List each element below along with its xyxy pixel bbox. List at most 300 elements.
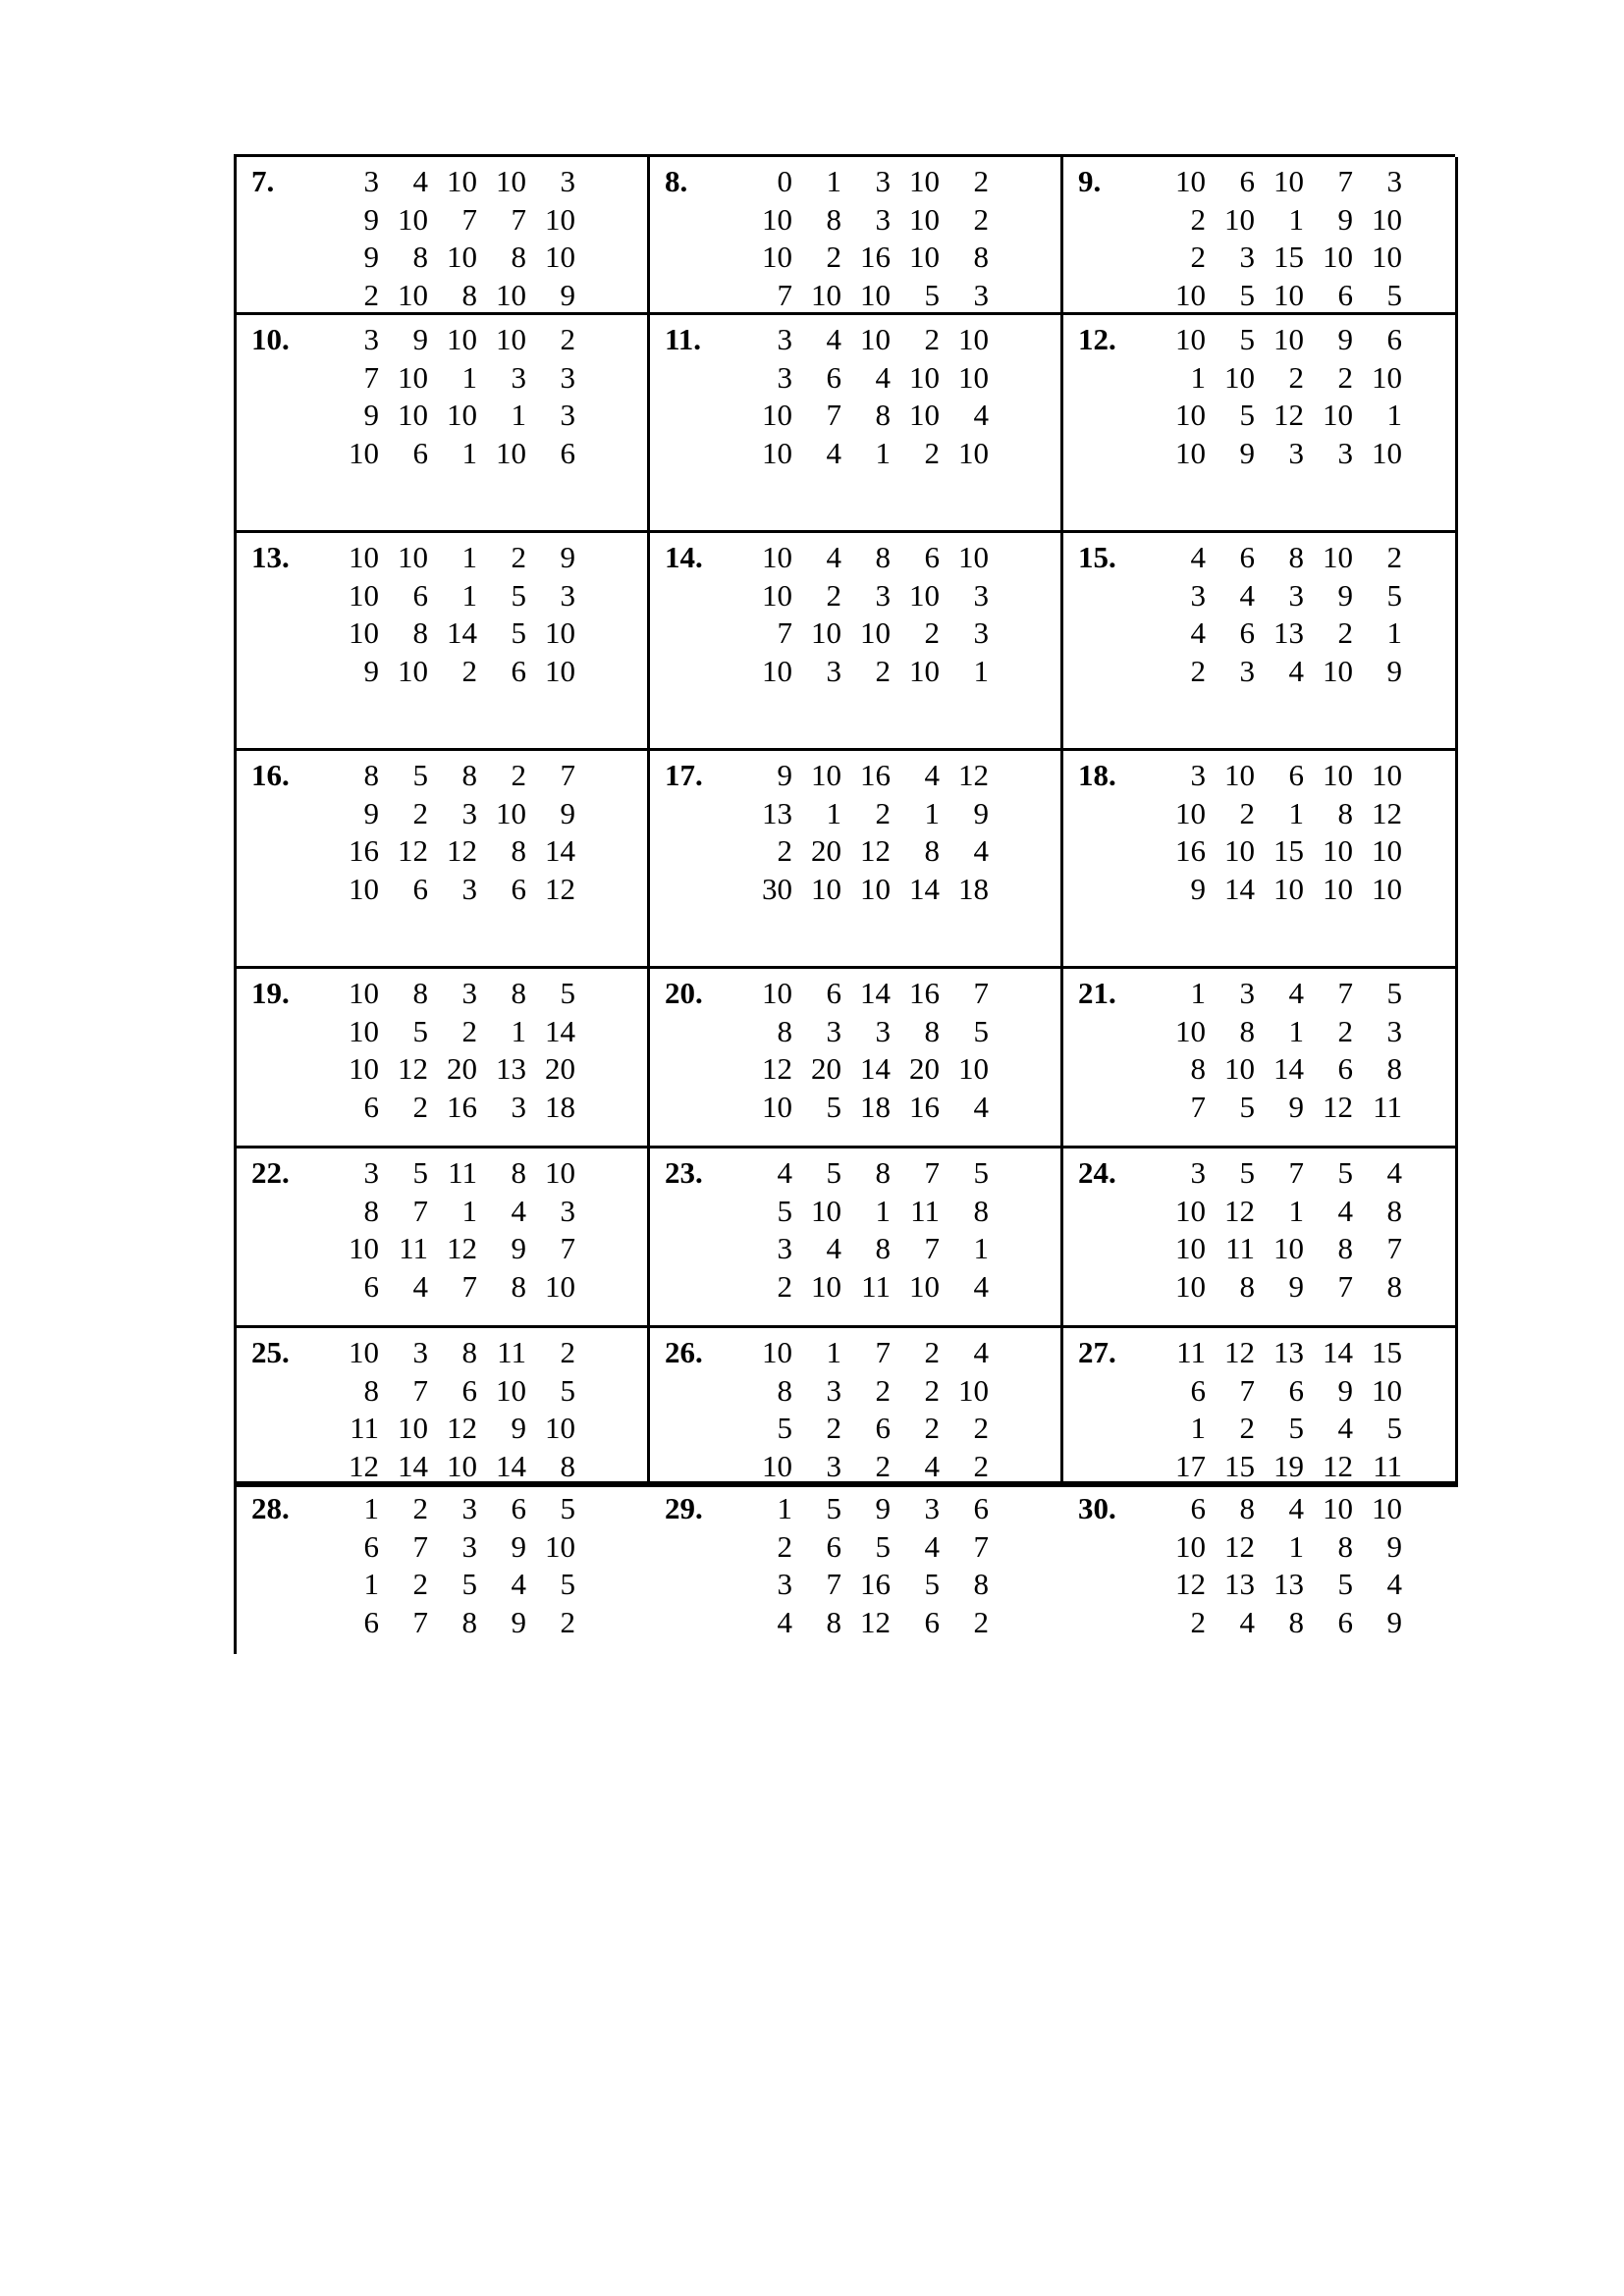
matrix-entry: 8 [973, 1193, 989, 1228]
matrix-entry: 10 [447, 398, 477, 432]
matrix-row [330, 1154, 575, 1193]
matrix-row [1157, 239, 1402, 277]
matrix-row [743, 321, 989, 359]
matrix-row [743, 1490, 989, 1528]
matrix-row [330, 614, 575, 653]
matrix-entry: 1 [973, 1231, 989, 1265]
matrix-row [1157, 653, 1402, 691]
matrix-entry: 5 [973, 1155, 989, 1190]
matrix-entry: 11 [497, 1335, 526, 1369]
matrix-entry: 3 [560, 398, 575, 432]
matrix-entry: 5 [777, 1411, 792, 1445]
matrix-row [743, 614, 989, 653]
matrix-entry: 2 [875, 1372, 891, 1408]
matrix-entry: 8 [1288, 540, 1304, 574]
matrix-entry: 8 [461, 1335, 477, 1369]
matrix-entry: 10 [1273, 322, 1304, 356]
matrix-entry: 12 [1323, 1448, 1353, 1483]
matrix-row [743, 539, 989, 577]
matrix-entry: 10 [1175, 164, 1206, 198]
matrix-entry: 15 [1273, 240, 1304, 274]
matrix-entry: 6 [924, 540, 940, 574]
matrix-entry: 10 [811, 1268, 841, 1304]
matrix [743, 975, 989, 1126]
matrix-entry: 10 [1372, 1491, 1402, 1525]
matrix-entry: 2 [1239, 795, 1255, 830]
matrix-entry: 3 [511, 1089, 526, 1124]
matrix-entry: 9 [1337, 577, 1353, 613]
matrix-entry: 1 [1190, 359, 1206, 395]
matrix-entry: 9 [363, 398, 379, 432]
matrix-entry: 8 [363, 1193, 379, 1228]
matrix-entry: 2 [973, 201, 989, 237]
matrix-entry: 11 [399, 1231, 428, 1265]
matrix-row [1157, 577, 1402, 615]
matrix-entry: 7 [412, 1528, 428, 1564]
matrix-entry: 8 [412, 615, 428, 650]
matrix-entry: 4 [412, 1268, 428, 1304]
matrix-row [330, 163, 575, 201]
matrix-entry: 2 [461, 1013, 477, 1048]
matrix [330, 1154, 575, 1306]
matrix-entry: 5 [511, 615, 526, 650]
matrix-entry: 9 [511, 1411, 526, 1445]
matrix-entry: 7 [1337, 164, 1353, 198]
matrix-entry: 3 [461, 1528, 477, 1564]
matrix-entry: 11 [1225, 1231, 1255, 1265]
matrix [743, 1154, 989, 1306]
matrix-entry: 10 [545, 615, 575, 650]
matrix-entry: 4 [1190, 540, 1206, 574]
problem-cell [1063, 315, 1458, 533]
matrix-entry: 2 [1337, 1013, 1353, 1048]
matrix-entry: 3 [511, 359, 526, 395]
matrix-entry: 10 [398, 540, 428, 574]
matrix-entry: 2 [924, 1335, 940, 1369]
matrix-entry: 10 [909, 398, 940, 432]
matrix-entry: 13 [1273, 615, 1304, 650]
matrix [1157, 321, 1402, 472]
matrix-entry: 8 [973, 1567, 989, 1601]
matrix-entry: 10 [1323, 871, 1353, 906]
matrix-row [743, 1268, 989, 1307]
matrix-entry: 18 [958, 871, 989, 906]
matrix-entry: 9 [1386, 1528, 1402, 1564]
matrix-entry: 10 [447, 240, 477, 274]
matrix-row [743, 1448, 989, 1486]
matrix-entry: 9 [363, 240, 379, 274]
matrix-entry: 10 [1175, 795, 1206, 830]
matrix-entry: 5 [1239, 277, 1255, 312]
matrix-entry: 10 [860, 871, 891, 906]
matrix [743, 539, 989, 690]
matrix-entry: 6 [1288, 758, 1304, 792]
matrix-entry: 14 [1224, 871, 1255, 906]
matrix-entry: 7 [1337, 976, 1353, 1010]
matrix-entry: 3 [461, 871, 477, 906]
matrix-entry: 10 [545, 1528, 575, 1564]
matrix-entry: 1 [1288, 1193, 1304, 1228]
matrix-entry: 10 [958, 540, 989, 574]
matrix-entry: 9 [363, 201, 379, 237]
matrix-row [743, 1193, 989, 1231]
matrix-entry: 8 [461, 277, 477, 312]
matrix-entry: 7 [973, 1528, 989, 1564]
matrix-entry: 2 [777, 833, 792, 868]
matrix [330, 975, 575, 1126]
matrix-entry: 5 [1386, 577, 1402, 613]
matrix [330, 1334, 575, 1485]
matrix-entry: 8 [1190, 1051, 1206, 1086]
matrix-row [1157, 1448, 1402, 1486]
matrix-entry: 15 [1273, 833, 1304, 868]
matrix-entry: 1 [973, 653, 989, 688]
matrix-entry: 11 [1373, 1089, 1402, 1124]
matrix-entry: 6 [1190, 1372, 1206, 1408]
matrix-entry: 3 [1190, 577, 1206, 613]
matrix-entry: 2 [924, 1372, 940, 1408]
matrix-entry: 12 [447, 833, 477, 868]
matrix-entry: 4 [1239, 1604, 1255, 1639]
matrix [743, 1334, 989, 1485]
matrix-entry: 10 [762, 1335, 792, 1369]
matrix-entry: 8 [1386, 1268, 1402, 1304]
matrix-entry: 8 [973, 240, 989, 274]
matrix-row [743, 1013, 989, 1051]
matrix-entry: 8 [1337, 795, 1353, 830]
matrix-entry: 14 [1273, 1051, 1304, 1086]
matrix-entry: 6 [363, 1268, 379, 1304]
matrix-entry: 3 [777, 1231, 792, 1265]
matrix-row [743, 757, 989, 795]
matrix-entry: 14 [398, 1448, 428, 1483]
matrix-entry: 6 [826, 359, 841, 395]
matrix-row [743, 1604, 989, 1642]
matrix-entry: 10 [762, 398, 792, 432]
matrix-entry: 10 [909, 653, 940, 688]
problem-number: 17. [665, 758, 703, 792]
matrix-row [743, 1154, 989, 1193]
matrix-entry: 3 [875, 577, 891, 613]
matrix-entry: 4 [826, 540, 841, 574]
matrix-entry: 9 [560, 795, 575, 830]
matrix-entry: 4 [924, 1448, 940, 1483]
matrix-row [1157, 201, 1402, 240]
matrix-entry: 9 [1288, 1268, 1304, 1304]
matrix-entry: 3 [461, 976, 477, 1010]
matrix [1157, 757, 1402, 908]
matrix-entry: 6 [1337, 1051, 1353, 1086]
matrix-entry: 10 [349, 577, 379, 613]
matrix-entry: 10 [909, 201, 940, 237]
matrix-entry: 10 [1372, 435, 1402, 470]
matrix-entry: 9 [1337, 201, 1353, 237]
matrix-entry: 8 [1337, 1528, 1353, 1564]
matrix-entry: 12 [860, 1604, 891, 1639]
matrix-entry: 3 [777, 1567, 792, 1601]
matrix-entry: 7 [1190, 1089, 1206, 1124]
matrix-entry: 13 [1224, 1567, 1255, 1601]
matrix-entry: 8 [924, 833, 940, 868]
matrix-entry: 1 [1190, 1411, 1206, 1445]
matrix-entry: 12 [860, 833, 891, 868]
matrix [330, 539, 575, 690]
problem-number: 25. [251, 1335, 290, 1369]
matrix-entry: 8 [875, 540, 891, 574]
matrix-entry: 30 [762, 871, 792, 906]
matrix-entry: 10 [762, 653, 792, 688]
matrix-entry: 10 [496, 1372, 526, 1408]
matrix-entry: 7 [412, 1193, 428, 1228]
matrix-entry: 10 [545, 1268, 575, 1304]
matrix-entry: 10 [1273, 164, 1304, 198]
problem-number: 22. [251, 1155, 290, 1190]
matrix-entry: 4 [1337, 1411, 1353, 1445]
matrix-row [743, 1230, 989, 1268]
matrix-row [743, 832, 989, 871]
matrix-entry: 10 [1372, 833, 1402, 868]
matrix-row [330, 832, 575, 871]
matrix-row [743, 239, 989, 277]
matrix-entry: 7 [924, 1155, 940, 1190]
matrix-entry: 7 [1239, 1372, 1255, 1408]
problem-cell [237, 751, 650, 969]
matrix-row [743, 577, 989, 615]
matrix-entry: 8 [1239, 1013, 1255, 1048]
matrix-entry: 10 [349, 1231, 379, 1265]
matrix-entry: 2 [826, 1411, 841, 1445]
problem-number: 10. [251, 322, 290, 356]
matrix-row [1157, 539, 1402, 577]
matrix-entry: 9 [1239, 435, 1255, 470]
matrix-entry: 12 [1224, 1335, 1255, 1369]
problem-cell [650, 751, 1063, 969]
problem-number: 9. [1078, 164, 1102, 198]
matrix-row [743, 1410, 989, 1448]
matrix-row [1157, 1154, 1402, 1193]
matrix-row [330, 1528, 575, 1567]
matrix-entry: 8 [1337, 1231, 1353, 1265]
matrix-entry: 3 [412, 1335, 428, 1369]
matrix-entry: 2 [1337, 359, 1353, 395]
matrix-entry: 10 [349, 615, 379, 650]
matrix-row [330, 1230, 575, 1268]
matrix [743, 757, 989, 908]
matrix-row [1157, 871, 1402, 909]
matrix-entry: 1 [826, 795, 841, 830]
problem-number: 24. [1078, 1155, 1116, 1190]
matrix-entry: 5 [1239, 322, 1255, 356]
matrix-entry: 6 [511, 653, 526, 688]
matrix-entry: 3 [1239, 653, 1255, 688]
matrix-entry: 1 [875, 435, 891, 470]
matrix-entry: 10 [1175, 1013, 1206, 1048]
matrix-entry: 10 [909, 359, 940, 395]
matrix-row [330, 653, 575, 691]
matrix-entry: 11 [910, 1193, 940, 1228]
matrix-entry: 5 [1239, 1089, 1255, 1124]
matrix-entry: 10 [447, 164, 477, 198]
matrix-entry: 2 [777, 1268, 792, 1304]
matrix-row [1157, 1089, 1402, 1127]
matrix-row [1157, 1334, 1402, 1372]
matrix-row [1157, 1528, 1402, 1567]
matrix-entry: 10 [1224, 201, 1255, 237]
matrix-entry: 10 [1273, 871, 1304, 906]
matrix-entry: 7 [826, 1567, 841, 1601]
matrix-entry: 4 [973, 1268, 989, 1304]
matrix-entry: 11 [1176, 1335, 1206, 1369]
matrix-row [330, 871, 575, 909]
matrix-entry: 1 [1288, 1013, 1304, 1048]
matrix-entry: 17 [1175, 1448, 1206, 1483]
matrix-row [1157, 795, 1402, 833]
matrix-entry: 10 [958, 322, 989, 356]
matrix-entry: 10 [1372, 758, 1402, 792]
matrix-entry: 3 [973, 577, 989, 613]
matrix-entry: 2 [1190, 240, 1206, 274]
matrix-entry: 10 [398, 1411, 428, 1445]
matrix-entry: 20 [545, 1051, 575, 1086]
matrix-entry: 3 [826, 1013, 841, 1048]
matrix-entry: 6 [511, 871, 526, 906]
matrix-entry: 14 [860, 1051, 891, 1086]
matrix-entry: 4 [1386, 1155, 1402, 1190]
matrix-entry: 19 [1273, 1448, 1304, 1483]
matrix-entry: 8 [1386, 1051, 1402, 1086]
matrix-entry: 14 [545, 833, 575, 868]
matrix-row [1157, 397, 1402, 435]
matrix-entry: 10 [909, 577, 940, 613]
matrix-entry: 4 [924, 758, 940, 792]
matrix-entry: 10 [496, 164, 526, 198]
matrix-entry: 10 [1372, 240, 1402, 274]
matrix-row [1157, 1604, 1402, 1642]
matrix-row [330, 539, 575, 577]
matrix [1157, 163, 1402, 314]
matrix-entry: 5 [560, 976, 575, 1010]
matrix-entry: 3 [826, 1372, 841, 1408]
matrix-entry: 5 [1288, 1411, 1304, 1445]
matrix-entry: 12 [1372, 795, 1402, 830]
matrix-entry: 2 [1190, 201, 1206, 237]
matrix-row [330, 435, 575, 473]
matrix-entry: 2 [461, 653, 477, 688]
matrix-row [1157, 1268, 1402, 1307]
matrix-entry: 10 [545, 1155, 575, 1190]
matrix-entry: 4 [1190, 615, 1206, 650]
matrix-entry: 9 [1190, 871, 1206, 906]
matrix-row [743, 359, 989, 398]
matrix-entry: 16 [860, 758, 891, 792]
matrix-row [743, 397, 989, 435]
matrix-entry: 2 [973, 1448, 989, 1483]
matrix-entry: 10 [349, 976, 379, 1010]
matrix-entry: 9 [1386, 1604, 1402, 1639]
matrix-entry: 7 [1288, 1155, 1304, 1190]
matrix [330, 163, 575, 314]
matrix-entry: 4 [826, 322, 841, 356]
problem-cell [237, 1328, 650, 1484]
matrix-entry: 2 [875, 1448, 891, 1483]
matrix-entry: 10 [811, 758, 841, 792]
problem-number: 26. [665, 1335, 703, 1369]
matrix-row [330, 201, 575, 240]
matrix-entry: 10 [1323, 1491, 1353, 1525]
matrix-entry: 2 [511, 758, 526, 792]
matrix-entry: 5 [1337, 1567, 1353, 1601]
matrix-entry: 8 [777, 1013, 792, 1048]
matrix-row [1157, 757, 1402, 795]
problem-cell [237, 1484, 650, 1639]
matrix-entry: 7 [511, 201, 526, 237]
matrix-entry: 3 [461, 1491, 477, 1525]
matrix [1157, 1154, 1402, 1306]
matrix-entry: 10 [496, 435, 526, 470]
matrix-entry: 3 [875, 201, 891, 237]
matrix [1157, 975, 1402, 1126]
matrix-row [330, 277, 575, 315]
matrix-entry: 2 [412, 1567, 428, 1601]
matrix-entry: 2 [875, 795, 891, 830]
matrix-entry: 10 [811, 871, 841, 906]
matrix-entry: 10 [762, 540, 792, 574]
matrix-entry: 10 [1372, 871, 1402, 906]
matrix-entry: 10 [1372, 201, 1402, 237]
matrix-entry: 14 [496, 1448, 526, 1483]
matrix-entry: 2 [560, 1335, 575, 1369]
matrix-entry: 10 [398, 359, 428, 395]
matrix-entry: 12 [398, 1051, 428, 1086]
matrix-row [330, 239, 575, 277]
matrix-entry: 16 [909, 976, 940, 1010]
matrix [1157, 1334, 1402, 1485]
matrix-entry: 4 [826, 1231, 841, 1265]
matrix-entry: 10 [349, 871, 379, 906]
matrix-entry: 6 [461, 1372, 477, 1408]
matrix-entry: 12 [398, 833, 428, 868]
matrix-row [743, 795, 989, 833]
matrix-entry: 12 [1323, 1089, 1353, 1124]
matrix-entry: 3 [1288, 435, 1304, 470]
matrix-entry: 1 [461, 577, 477, 613]
matrix-entry: 10 [958, 1372, 989, 1408]
matrix-entry: 6 [412, 577, 428, 613]
matrix-entry: 10 [349, 1013, 379, 1048]
problem-cell [237, 533, 650, 751]
matrix-entry: 10 [909, 240, 940, 274]
matrix-entry: 1 [1288, 1528, 1304, 1564]
matrix-entry: 6 [1337, 1604, 1353, 1639]
matrix-entry: 20 [447, 1051, 477, 1086]
matrix-row [330, 1334, 575, 1372]
matrix-entry: 4 [973, 1335, 989, 1369]
matrix-entry: 12 [1175, 1567, 1206, 1601]
matrix-entry: 1 [1288, 795, 1304, 830]
matrix-entry: 5 [412, 1155, 428, 1190]
matrix-entry: 9 [1337, 1372, 1353, 1408]
matrix-entry: 1 [461, 540, 477, 574]
matrix-entry: 16 [860, 1567, 891, 1601]
matrix-entry: 3 [777, 359, 792, 395]
matrix-entry: 1 [777, 1491, 792, 1525]
matrix-row [743, 1528, 989, 1567]
matrix-entry: 12 [1224, 1193, 1255, 1228]
matrix-entry: 5 [826, 1155, 841, 1190]
matrix-entry: 11 [1373, 1448, 1402, 1483]
matrix-entry: 3 [560, 164, 575, 198]
matrix-entry: 1 [461, 435, 477, 470]
